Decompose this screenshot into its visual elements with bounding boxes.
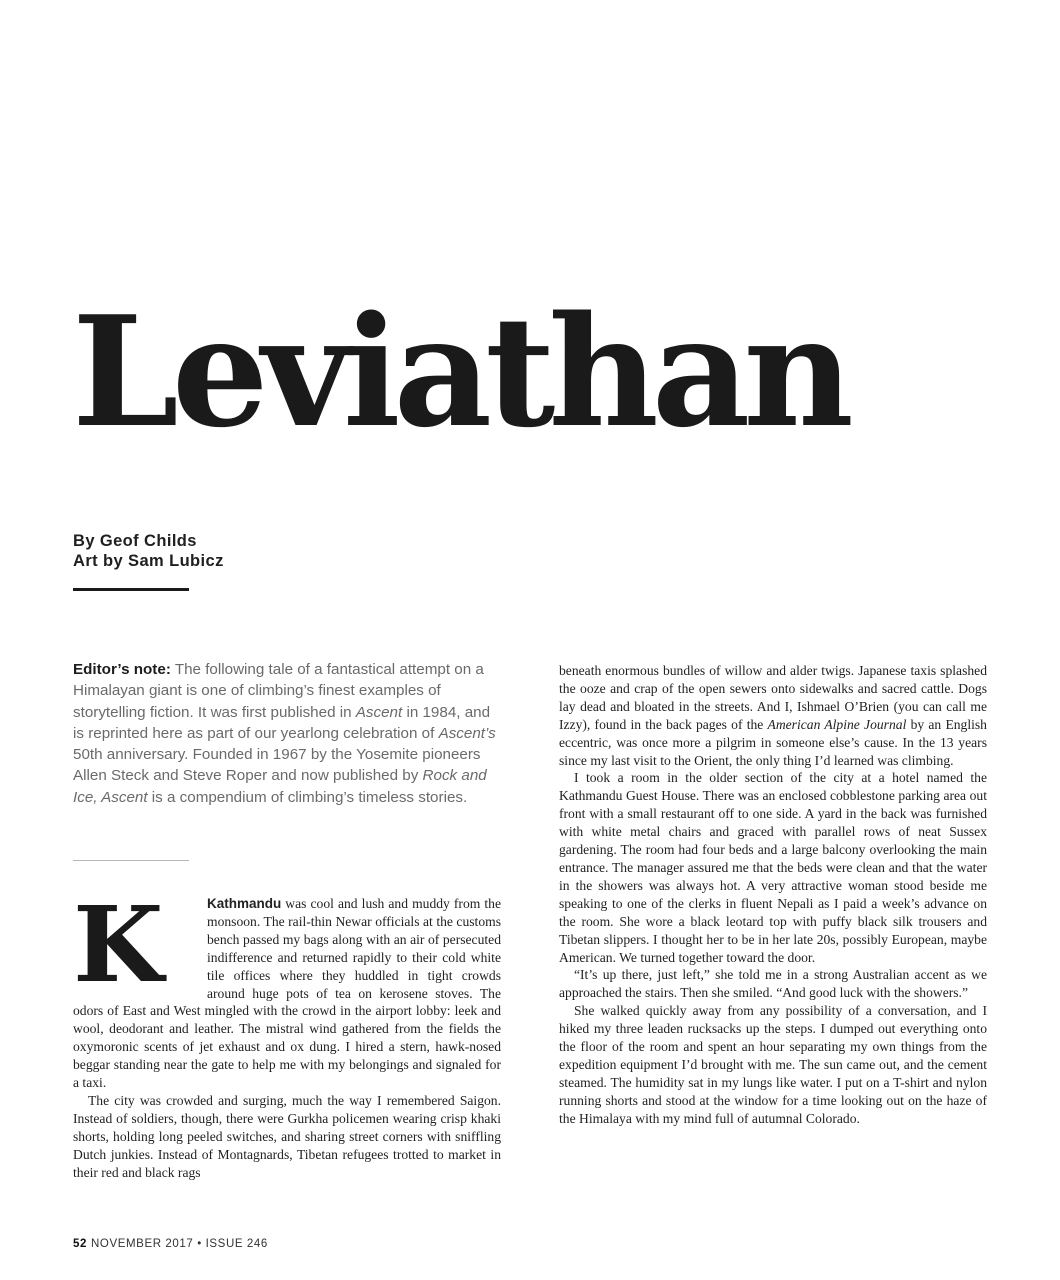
editors-note-text: The following tale of a fantastical attempt on a Himalayan giant is one of climbing’s finest examples of storytelling fiction. It was first published in [73, 661, 484, 721]
paragraph-text: beneath enormous bundles of willow and alder twigs. Japanese taxis splashed the ooze and crap of the open sewers onto sidewalks and sacred cattle. Dogs lay dead and bloated in the streets. And I, Ishmael O’Brien (you can call me Izzy), found in the back pages of the [559, 663, 987, 732]
editors-note [73, 659, 501, 808]
issue-info: NOVEMBER 2017 • ISSUE 246 [91, 1238, 268, 1250]
journal-title: American Alpine Journal [767, 716, 907, 732]
opening-word: Kathmandu [207, 896, 282, 911]
editors-note-italic: Rock and Ice, Ascent [73, 767, 487, 806]
paragraph-text: was cool and lush and muddy from the monsoon. The rail-thin Newar officials at the customs bench passed my bags along with an air of persecuted indifference and returned rapidly to their cold white tile offices where they huddled in tight crowds around huge pots of tea on kerosene stoves. The odors of East and West mingled with the crowd in the airport lobby: leek and wool, deodorant and leather. The mistral wind gathered from the fields the oxymoronic scents of jet exhaust and ox dung. I hired a stern, hawk-nosed beggar standing near the gate to help me with my belongings and signaled for a taxi. [73, 896, 501, 1091]
page-number: 52 [73, 1238, 87, 1250]
body-paragraph: “It’s up there, just left,” she told me in a strong Australian accent as we approached the stairs. Then she smiled. “And good luck with the showers.” [559, 967, 987, 1001]
body-paragraph [559, 662, 987, 769]
body-paragraph: The city was crowded and surging, much the way I remembered Saigon. Instead of soldiers, though, there were Gurkha policemen wearing crisp khaki shorts, holding long peeled switches, and sharing street corners with sniffling Dutch junkies. Instead of Montagnards, Tibetan refugees trotted to market in their red and black rags [73, 1092, 501, 1180]
paragraph-text: by an English eccentric, was once more a pilgrim in someone else’s cause. In the 13 years since my last visit to the Orient, the only thing I’d learned was climbing. [559, 716, 987, 768]
editors-note-lead: Editor’s note: [73, 661, 171, 678]
section-divider [73, 860, 189, 861]
body-column-right [559, 662, 987, 1128]
page-footer [73, 1238, 268, 1250]
body-paragraph: I took a room in the older section of the city at a hotel named the Kathmandu Guest House. There was an enclosed cobblestone parking area out front with a small restaurant off to one side. A yard in the back was furnished with white metal chairs and graced with parallel rows of neat Sussex gardening. The room had four beds and a large balcony overlooking the main entrance. The manager assured me that the beds were clean and that the water in the showers was always hot. A very attractive woman stood beside me speaking to one of the clerks in fluent Nepali as I paid a week’s advance on the room. She wore a black leotard top with puffy black silk trousers and Tibetan slippers. I thought her to be in her late 20s, possibly European, maybe American. We turned together toward the door. [559, 770, 987, 965]
body-column-left [73, 883, 501, 1182]
byline [73, 531, 224, 571]
byline-art: Art by Sam Lubicz [73, 552, 224, 570]
editors-note-text: in 1984, and is reprinted here as part of our yearlong celebration of [73, 703, 491, 742]
byline-divider [73, 588, 189, 591]
editors-note-italic: Ascent [355, 703, 403, 721]
editors-note-text: is a compendium of climbing’s timeless stories. [147, 788, 468, 806]
body-paragraph: She walked quickly away from any possibility of a conversation, and I hiked my three leaden rucksacks up the steps. I dumped out everything onto the floor of the room and spent an hour separating my own things from the expedition equipment I’d brought with me. The sun came out, and the cement steamed. The humidity sat in my lungs like water. I put on a T-shirt and nylon running shorts and stood at the window for a time looking out on the haze of the Himalaya with my mind full of autumnal Colorado. [559, 1003, 987, 1126]
editors-note-text: 50th anniversary. Founded in 1967 by the Yosemite pioneers Allen Steck and Steve Roper and now published by [73, 746, 481, 785]
drop-cap: K [73, 883, 164, 1006]
byline-author: By Geof Childs [73, 532, 197, 550]
editors-note-italic: Ascent’s [438, 724, 496, 742]
article-title: Leviathan [72, 282, 847, 461]
